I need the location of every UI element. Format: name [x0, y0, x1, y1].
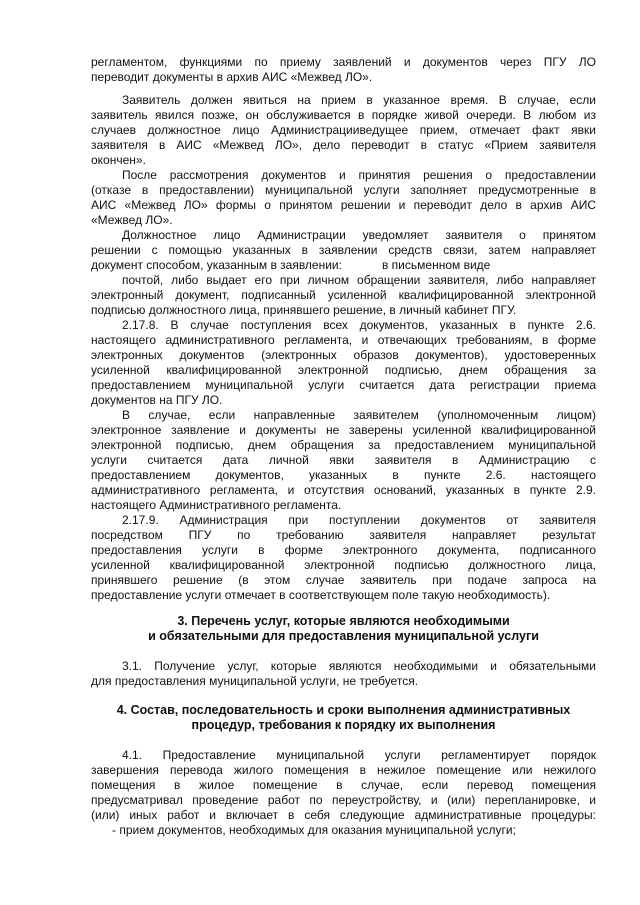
section-heading: 3. Перечень услуг, которые являются необходимыми — [177, 614, 510, 628]
text-line: предоставлением документов, указанных в пункте 2.6. настоящего — [91, 468, 596, 482]
text-line: почтой, либо выдает его при личном обращении заявителя, либо направляет — [122, 273, 596, 287]
section-heading: процедур, требования к порядку их выполнения — [191, 718, 496, 732]
text-line: 4.1. Предоставление муниципальной услуги регламентирует порядок — [122, 748, 596, 762]
text-line: предоставление услуги отмечает в соответствующем поле такую необходимость). — [91, 588, 551, 602]
text-line: предоставлением муниципальной услуги считается дата регистрации приема — [91, 378, 596, 392]
text-line: предоставления услуги в форме электронного документа, подписанного — [91, 543, 596, 557]
text-line: «Межвед ЛО». — [91, 213, 173, 227]
text-line: настоящего Административного регламента. — [91, 498, 342, 512]
text-line: В случае, если направленные заявителем (уполномоченным лицом) — [122, 408, 596, 422]
text-line: подписью должностного лица, принявшего решение, в личный кабинет ПГУ. — [91, 303, 517, 317]
text-line: 2.17.8. В случае поступления всех документов, указанных в пункте 2.6. — [122, 318, 596, 332]
text-line: Заявитель должен явиться на прием в указанное время. В случае, если — [122, 93, 596, 107]
text-line: настоящего административного регламента, и отвечающих требованиям, в форме — [91, 333, 596, 347]
section-heading: и обязательными для предоставления муниципальной услуги — [148, 629, 539, 643]
text-line: окончен». — [91, 153, 146, 167]
text-line: посредством ПГУ по требованию заявителя направляет результат — [91, 528, 596, 542]
text-line: АИС «Межвед ЛО» формы о принятом решении и переводит дело в архив АИС — [91, 198, 596, 212]
text-line: усиленной квалифицированной электронной подписью должностного лица, — [91, 558, 596, 572]
text-line: завершения перевода жилого помещения в нежилое помещение или нежилого — [91, 763, 596, 777]
text-line: После рассмотрения документов и принятия решения о предоставлении — [122, 168, 596, 182]
text-line: принявшего решение (в этом случае заявитель при подаче запроса на — [91, 573, 596, 587]
text-line: (отказе в предоставлении) муниципальной услуги заполняет предусмотренные в — [91, 183, 596, 197]
text-line: электронное заявление и документы не заверены усиленной квалифицированной — [91, 423, 596, 437]
text-line: 2.17.9. Администрация при поступлении документов от заявителя — [122, 513, 596, 527]
text-line: документов на ПГУ ЛО. — [91, 393, 223, 407]
text-line: электронный документ, подписанный усиленной квалифицированной электронной — [91, 288, 596, 302]
text-line: переводит документы в архив АИС «Межвед ЛО». — [91, 70, 373, 84]
text-line: услуги считается дата личной явки заявителя в Администрацию с — [91, 453, 596, 467]
text-line: случаев должностное лицо Администрацииведущее прием, отмечает факт явки — [91, 123, 596, 137]
section-heading: 4. Состав, последовательность и сроки выполнения административных — [116, 703, 571, 717]
text-line: помещения в жилое помещение в случае, если перевод помещения — [91, 778, 596, 792]
text-line: административного регламента, и отсутствия оснований, указанных в пункте 2.9. — [91, 483, 596, 497]
text-line: электронных документов (электронных образов документов), удостоверенных — [91, 348, 596, 362]
text-line: (или) иных работ и включает в себя следующие административные процедуры: — [91, 808, 596, 822]
text-line: электронной подписью, днем обращения за предоставлением муниципальной — [91, 438, 596, 452]
text-line: заявителя в АИС «Межвед ЛО», дело переводит в статус «Прием заявителя — [91, 138, 596, 152]
text-line: 3.1. Получение услуг, которые являются необходимыми и обязательными — [122, 659, 596, 673]
text-line: заявитель явился позже, он обслуживается в порядке живой очереди. В любом из — [91, 108, 596, 122]
text-line: документ способом, указанным в заявлении: в письменном виде — [91, 258, 491, 272]
text-line: предусматривал проведение работ по переустройству, и (или) перепланировке, и — [91, 793, 596, 807]
text-line: усиленной квалифицированной электронной подписью, днем обращения за — [91, 363, 596, 377]
text-line: решении с помощью указанных в заявлении средств связи, затем направляет — [91, 243, 596, 257]
text-line: для предоставления муниципальной услуги, не требуется. — [91, 674, 419, 688]
text-line: регламентом, функциями по приему заявлений и документов через ПГУ ЛО — [91, 55, 596, 69]
list-item: - прием документов, необходимых для оказания муниципальной услуги; — [112, 823, 516, 837]
text-line: Должностное лицо Администрации уведомляет заявителя о принятом — [122, 228, 596, 242]
